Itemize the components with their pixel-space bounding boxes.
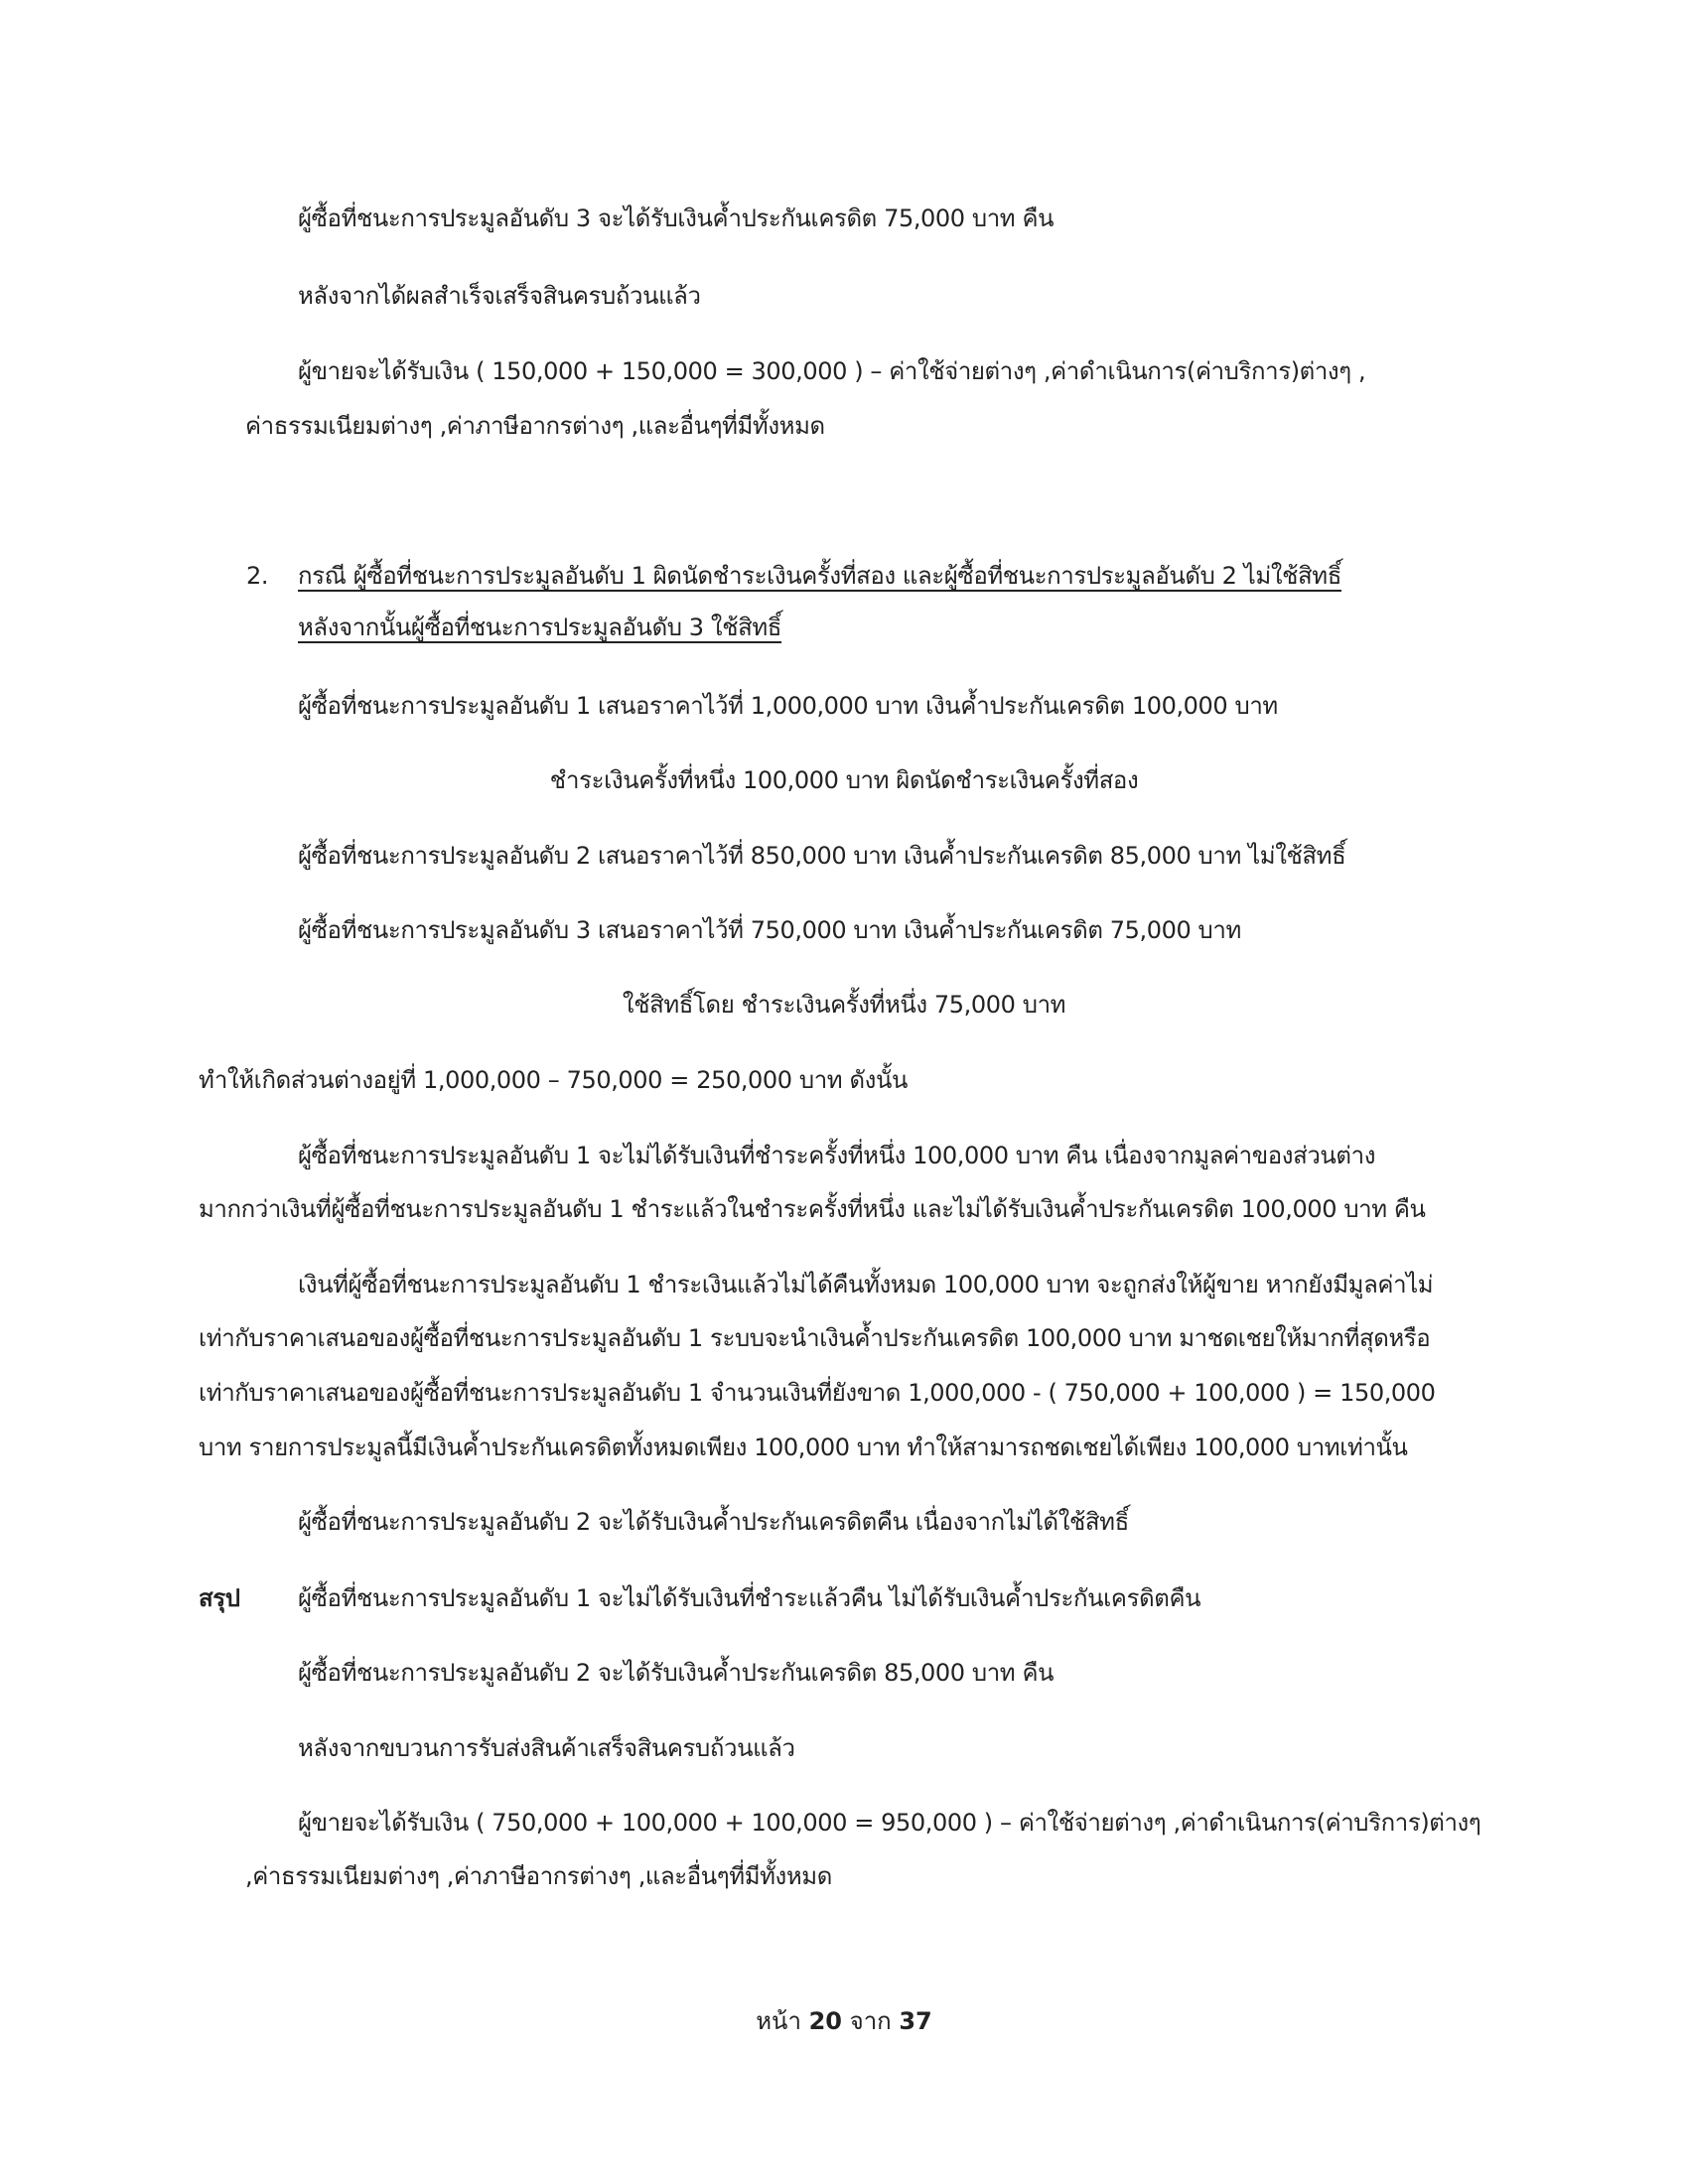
summary-label: สรุป [199, 1584, 240, 1612]
buyer1-bid: ผู้ซื้อที่ชนะการประมูลอันดับ 1 เสนอราคาไว้ที่ 1,000,000 บาท เงินค้ำประกันเครดิต 100,000 บาท [298, 692, 1278, 720]
footer-prefix: หน้า [756, 2007, 801, 2035]
difference-line: ทำให้เกิดส่วนต่างอยู่ที่ 1,000,000 – 750,000 = 250,000 บาท ดังนั้น [199, 1066, 908, 1094]
footer-total-pages: 37 [899, 2007, 932, 2035]
page-footer [0, 2003, 1688, 2039]
buyer3-bid: ผู้ซื้อที่ชนะการประมูลอันดับ 3 เสนอราคาไว้ที่ 750,000 บาท เงินค้ำประกันเครดิต 75,000 บาท [298, 916, 1241, 944]
paragraph-buyer1-forfeit-line1: ผู้ซื้อที่ชนะการประมูลอันดับ 1 จะไม่ได้รับเงินที่ชำระครั้งที่หนึ่ง 100,000 บาท คืน เนื่องจากมูลค่าของส่วนต่าง [298, 1142, 1376, 1169]
summary-buyer2: ผู้ซื้อที่ชนะการประมูลอันดับ 2 จะได้รับเงินค้ำประกันเครดิต 85,000 บาท คืน [298, 1659, 1055, 1687]
summary-seller-receives-line2: ,ค่าธรรมเนียมต่างๆ ,ค่าภาษีอากรต่างๆ ,และอื่นๆที่มีทั้งหมด [245, 1862, 832, 1890]
paragraph-buyer3-refund: ผู้ซื้อที่ชนะการประมูลอันดับ 3 จะได้รับเงินค้ำประกันเครดิต 75,000 บาท คืน [298, 205, 1055, 232]
paragraph-completion: หลังจากได้ผลสำเร็จเสร็จสินครบถ้วนแล้ว [298, 282, 701, 310]
buyer2-bid: ผู้ซื้อที่ชนะการประมูลอันดับ 2 เสนอราคาไว้ที่ 850,000 บาท เงินค้ำประกันเครดิต 85,000 บาท ไม่ใช้สิทธิ์ [298, 842, 1346, 870]
paragraph-compensation-line3: เท่ากับราคาเสนอของผู้ซื้อที่ชนะการประมูลอันดับ 1 จำนวนเงินที่ยังขาด 1,000,000 - ( 750,000 + 100,000 ) = 150,000 [199, 1379, 1436, 1407]
paragraph-buyer2-refund: ผู้ซื้อที่ชนะการประมูลอันดับ 2 จะได้รับเงินค้ำประกันเครดิตคืน เนื่องจากไม่ได้ใช้สิทธิ์ [298, 1508, 1129, 1536]
summary-buyer1: ผู้ซื้อที่ชนะการประมูลอันดับ 1 จะไม่ได้รับเงินที่ชำระแล้วคืน ไม่ได้รับเงินค้ำประกันเครดิตคืน [298, 1584, 1201, 1612]
paragraph-compensation-line1: เงินที่ผู้ซื้อที่ชนะการประมูลอันดับ 1 ชำระเงินแล้วไม่ได้คืนทั้งหมด 100,000 บาท จะถูกส่งให้ผู้ขาย หากยังมีมูลค่าไม่ [298, 1271, 1434, 1298]
buyer1-payment: ชำระเงินครั้งที่หนึ่ง 100,000 บาท ผิดนัดชำระเงินครั้งที่สอง [549, 766, 1139, 794]
paragraph-seller-receives-line2: ค่าธรรมเนียมต่างๆ ,ค่าภาษีอากรต่างๆ ,และอื่นๆที่มีทั้งหมด [245, 412, 825, 440]
paragraph-compensation-line2: เท่ากับราคาเสนอของผู้ซื้อที่ชนะการประมูลอันดับ 1 ระบบจะนำเงินค้ำประกันเครดิต 100,000 บาท มาชดเชยให้มากที่สุดหรือ [199, 1324, 1431, 1352]
paragraph-compensation-line4: บาท รายการประมูลนี้มีเงินค้ำประกันเครดิตทั้งหมดเพียง 100,000 บาท ทำให้สามารถชดเชยได้เพียง 100,000 บาทเท่านั้น [199, 1433, 1408, 1461]
summary-completion: หลังจากขบวนการรับส่งสินค้าเสร็จสินครบถ้วนแล้ว [298, 1734, 795, 1762]
case-heading-line2: หลังจากนั้นผู้ซื้อที่ชนะการประมูลอันดับ 3 ใช้สิทธิ์ [298, 614, 782, 641]
summary-seller-receives-line1: ผู้ขายจะได้รับเงิน ( 750,000 + 100,000 + 100,000 = 950,000 ) – ค่าใช้จ่ายต่างๆ ,ค่าดำเนินการ(ค่าบริการ)ต่างๆ [298, 1809, 1481, 1837]
footer-middle: จาก [849, 2007, 892, 2035]
case-number: 2. [246, 562, 269, 590]
paragraph-buyer1-forfeit-line2: มากกว่าเงินที่ผู้ซื้อที่ชนะการประมูลอันดับ 1 ชำระแล้วในชำระครั้งที่หนึ่ง และไม่ได้รับเงินค้ำประกันเครดิต 100,000 บาท คืน [199, 1195, 1426, 1223]
footer-current-page: 20 [808, 2007, 842, 2035]
buyer3-payment: ใช้สิทธิ์โดย ชำระเงินครั้งที่หนึ่ง 75,000 บาท [622, 991, 1066, 1019]
case-heading-line1: กรณี ผู้ซื้อที่ชนะการประมูลอันดับ 1 ผิดนัดชำระเงินครั้งที่สอง และผู้ซื้อที่ชนะการประมูลอันดับ 2 ไม่ใช้สิทธิ์ [298, 562, 1341, 590]
paragraph-seller-receives-line1: ผู้ขายจะได้รับเงิน ( 150,000 + 150,000 = 300,000 ) – ค่าใช้จ่ายต่างๆ ,ค่าดำเนินการ(ค่าบริการ)ต่างๆ , [298, 357, 1366, 385]
